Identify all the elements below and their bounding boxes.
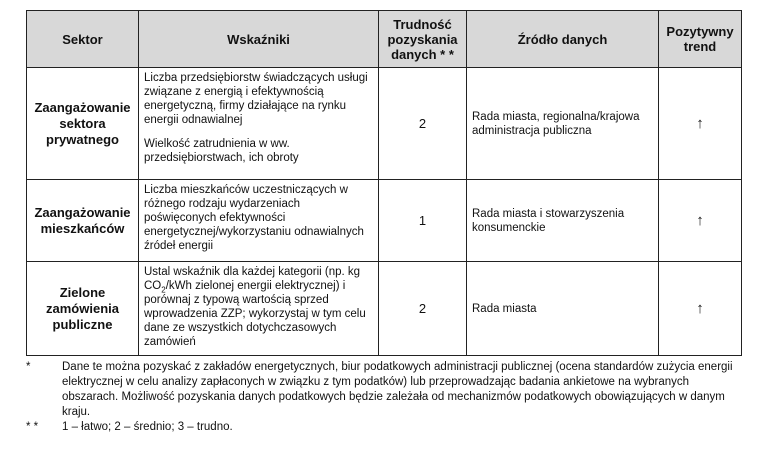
footnote-mark: *	[26, 361, 31, 373]
indicator-text: Liczba przedsiębiorstw świadczących usługi związane z energią i efektywnością energetyczną, firmy działające na rynku energii odnawialnej	[144, 72, 368, 126]
indicator-text-part: Ustal wskaźnik dla każdej kategorii (np. kg CO	[144, 266, 361, 292]
trend-up-icon: ↑	[659, 262, 742, 356]
sector-cell: Zielone zamówienia publiczne	[27, 262, 139, 356]
header-trend: Pozytywny trend	[659, 11, 742, 68]
header-source: Źródło danych	[467, 11, 659, 68]
footnote-mark: * *	[26, 421, 39, 433]
footnote	[26, 420, 746, 435]
indicators-table-container	[26, 10, 741, 356]
trend-up-icon: ↑	[659, 180, 742, 262]
footnote-text: Dane te można pozyskać z zakładów energetycznych, biur podatkowych administracji publicznej (ocena standardów zużycia energii elektrycznej w celu analizy zapłaconych w związku z tym podatków) lub przeprowadzając badania ankietowe na wybranych obszarach. Możliwość pozyskania danych podatkowych będzie zależała od mechanizmów podatkowych obowiązujących w danym kraju.	[62, 361, 733, 418]
indicators-table	[26, 10, 742, 356]
indicator-text: Liczba mieszkańców uczestniczących w różnego rodzaju wydarzeniach poświęconych efektywności energetycznej/wykorzystaniu odnawialnych źródeł energii	[144, 184, 364, 252]
source-cell: Rada miasta i stowarzyszenia konsumenckie	[467, 180, 659, 262]
table-row	[27, 180, 742, 262]
table-row	[27, 68, 742, 180]
table-row	[27, 262, 742, 356]
sector-cell: Zaangażowanie sektora prywatnego	[27, 68, 139, 180]
source-cell: Rada miasta, regionalna/krajowa administracja publiczna	[467, 68, 659, 180]
footnote-text: 1 – łatwo; 2 – średnio; 3 – trudno.	[62, 421, 233, 433]
trend-up-icon: ↑	[659, 68, 742, 180]
header-indicators: Wskaźniki	[139, 11, 379, 68]
indicators-cell	[139, 180, 379, 262]
indicator-text-part: /kWh zielonej energii elektrycznej) i porównaj z typową wartością sprzed wprowadzenia ZZP; wykorzystaj w tym celu dane ze wszystkich dotychczasowych zamówień	[144, 280, 366, 348]
table-header-row	[27, 11, 742, 68]
difficulty-cell: 1	[379, 180, 467, 262]
sector-cell: Zaangażowanie mieszkańców	[27, 180, 139, 262]
indicators-cell	[139, 68, 379, 180]
indicator-text: Wielkość zatrudnienia w ww. przedsiębiorstwach, ich obroty	[144, 138, 299, 164]
header-difficulty: Trudność pozyskania danych * *	[379, 11, 467, 68]
indicator-subscript: 2	[161, 285, 166, 295]
indicators-cell	[139, 262, 379, 356]
difficulty-cell: 2	[379, 262, 467, 356]
footnote	[26, 360, 746, 420]
indicator-text	[144, 265, 373, 349]
source-cell: Rada miasta	[467, 262, 659, 356]
difficulty-cell: 2	[379, 68, 467, 180]
footnotes	[26, 360, 746, 435]
header-sector: Sektor	[27, 11, 139, 68]
